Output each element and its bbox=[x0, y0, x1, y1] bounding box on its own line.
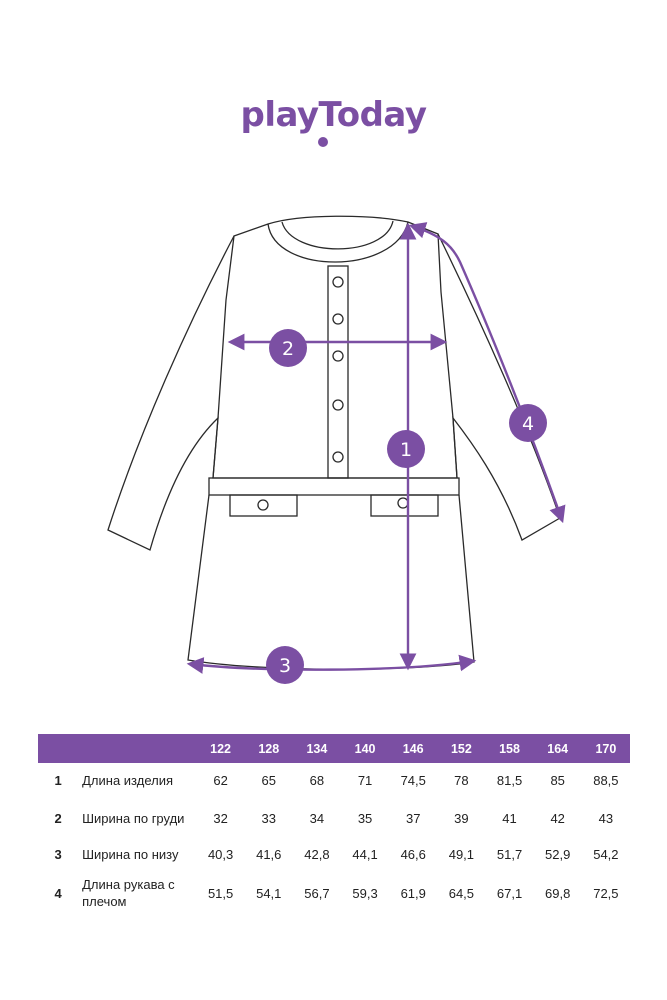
size-table bbox=[38, 734, 630, 916]
measurement-value: 88,5 bbox=[593, 773, 619, 788]
measurement-value: 54,1 bbox=[256, 885, 282, 901]
measurement-name: Ширина по низу bbox=[82, 847, 179, 862]
right-sleeve bbox=[438, 234, 560, 540]
marker-1 bbox=[387, 430, 425, 468]
measurement-value: 51,7 bbox=[496, 847, 523, 862]
collar-inner bbox=[282, 221, 393, 249]
measurement-value: 35 bbox=[357, 811, 373, 826]
table-row bbox=[38, 870, 630, 916]
table-row bbox=[38, 763, 630, 798]
left-sleeve bbox=[108, 236, 234, 550]
size-header-row bbox=[38, 734, 630, 763]
button bbox=[333, 351, 343, 361]
measurement-value: 64,5 bbox=[448, 885, 475, 901]
measurement-value: 68 bbox=[309, 773, 325, 788]
table-row bbox=[38, 839, 630, 870]
measurement-value: 61,9 bbox=[400, 885, 426, 901]
size-header: 134 bbox=[306, 741, 328, 756]
measure-line-4 bbox=[412, 226, 562, 520]
measurement-value: 41 bbox=[502, 811, 517, 826]
measurement-value: 33 bbox=[261, 811, 276, 826]
size-header: 152 bbox=[450, 741, 472, 756]
left-pocket bbox=[230, 495, 297, 516]
measurement-value: 37 bbox=[405, 811, 421, 826]
marker-label-4: 4 bbox=[521, 413, 535, 435]
measurement-value: 46,6 bbox=[400, 847, 426, 862]
size-header: 146 bbox=[402, 741, 424, 756]
measurement-value: 54,2 bbox=[593, 847, 619, 862]
measurement-value: 81,5 bbox=[496, 773, 523, 788]
measurement-value: 69,8 bbox=[545, 885, 571, 901]
size-header: 128 bbox=[258, 741, 280, 756]
header-blank bbox=[38, 734, 78, 763]
measurement-value: 85 bbox=[550, 773, 565, 788]
size-header: 122 bbox=[210, 741, 232, 756]
measurement-value: 34 bbox=[309, 811, 325, 826]
measurement-value: 43 bbox=[598, 811, 614, 826]
measurement-value: 72,5 bbox=[593, 885, 619, 901]
dress-outline bbox=[108, 216, 560, 669]
collar bbox=[268, 222, 408, 262]
measurement-value: 39 bbox=[454, 811, 469, 826]
header-blank bbox=[78, 734, 196, 763]
marker-label-3: 3 bbox=[278, 655, 292, 677]
skirt bbox=[188, 495, 474, 669]
marker-label-1: 1 bbox=[399, 439, 413, 461]
size-header: 158 bbox=[499, 741, 520, 756]
button bbox=[333, 400, 343, 410]
logo-text: playToday bbox=[240, 95, 427, 135]
size-header: 164 bbox=[547, 741, 569, 756]
measurement-value: 40,3 bbox=[207, 847, 234, 862]
pocket-button bbox=[398, 498, 408, 508]
measurement-value: 32 bbox=[213, 811, 228, 826]
measurement-value: 67,1 bbox=[496, 885, 523, 901]
row-number: 3 bbox=[54, 847, 62, 862]
size-header: 170 bbox=[595, 741, 617, 756]
button bbox=[333, 314, 343, 324]
marker-label-2: 2 bbox=[281, 338, 295, 360]
measurement-name: Длина рукава с плечом bbox=[82, 877, 175, 909]
measurement-value: 42,8 bbox=[304, 847, 330, 862]
measurement-name: Длина изделия bbox=[82, 773, 174, 788]
measurement-value: 49,1 bbox=[448, 847, 475, 862]
placket bbox=[328, 266, 348, 478]
table-row bbox=[38, 798, 630, 839]
waistband bbox=[209, 478, 459, 495]
row-number: 1 bbox=[54, 773, 62, 788]
measurement-value: 42 bbox=[550, 811, 565, 826]
marker-2 bbox=[269, 329, 307, 367]
marker-4 bbox=[509, 404, 547, 442]
button bbox=[333, 452, 343, 462]
row-number: 4 bbox=[54, 885, 62, 901]
pocket-button bbox=[258, 500, 268, 510]
measurement-value: 78 bbox=[454, 773, 469, 788]
measurement-value: 59,3 bbox=[352, 885, 378, 901]
measurement-value: 51,5 bbox=[207, 885, 234, 901]
measurement-value: 52,9 bbox=[545, 847, 571, 862]
measurement-value: 56,7 bbox=[304, 885, 330, 901]
button bbox=[333, 277, 343, 287]
measurement-value: 74,5 bbox=[400, 773, 426, 788]
marker-3 bbox=[266, 646, 304, 684]
row-number: 2 bbox=[54, 811, 62, 826]
size-header: 140 bbox=[354, 741, 376, 756]
measurement-value: 41,6 bbox=[256, 847, 282, 862]
measurement-value: 71 bbox=[357, 773, 373, 788]
measurement-name: Ширина по груди bbox=[82, 811, 185, 826]
measurement-value: 44,1 bbox=[352, 847, 378, 862]
measurement-value: 65 bbox=[261, 773, 276, 788]
measurement-value: 62 bbox=[213, 773, 228, 788]
